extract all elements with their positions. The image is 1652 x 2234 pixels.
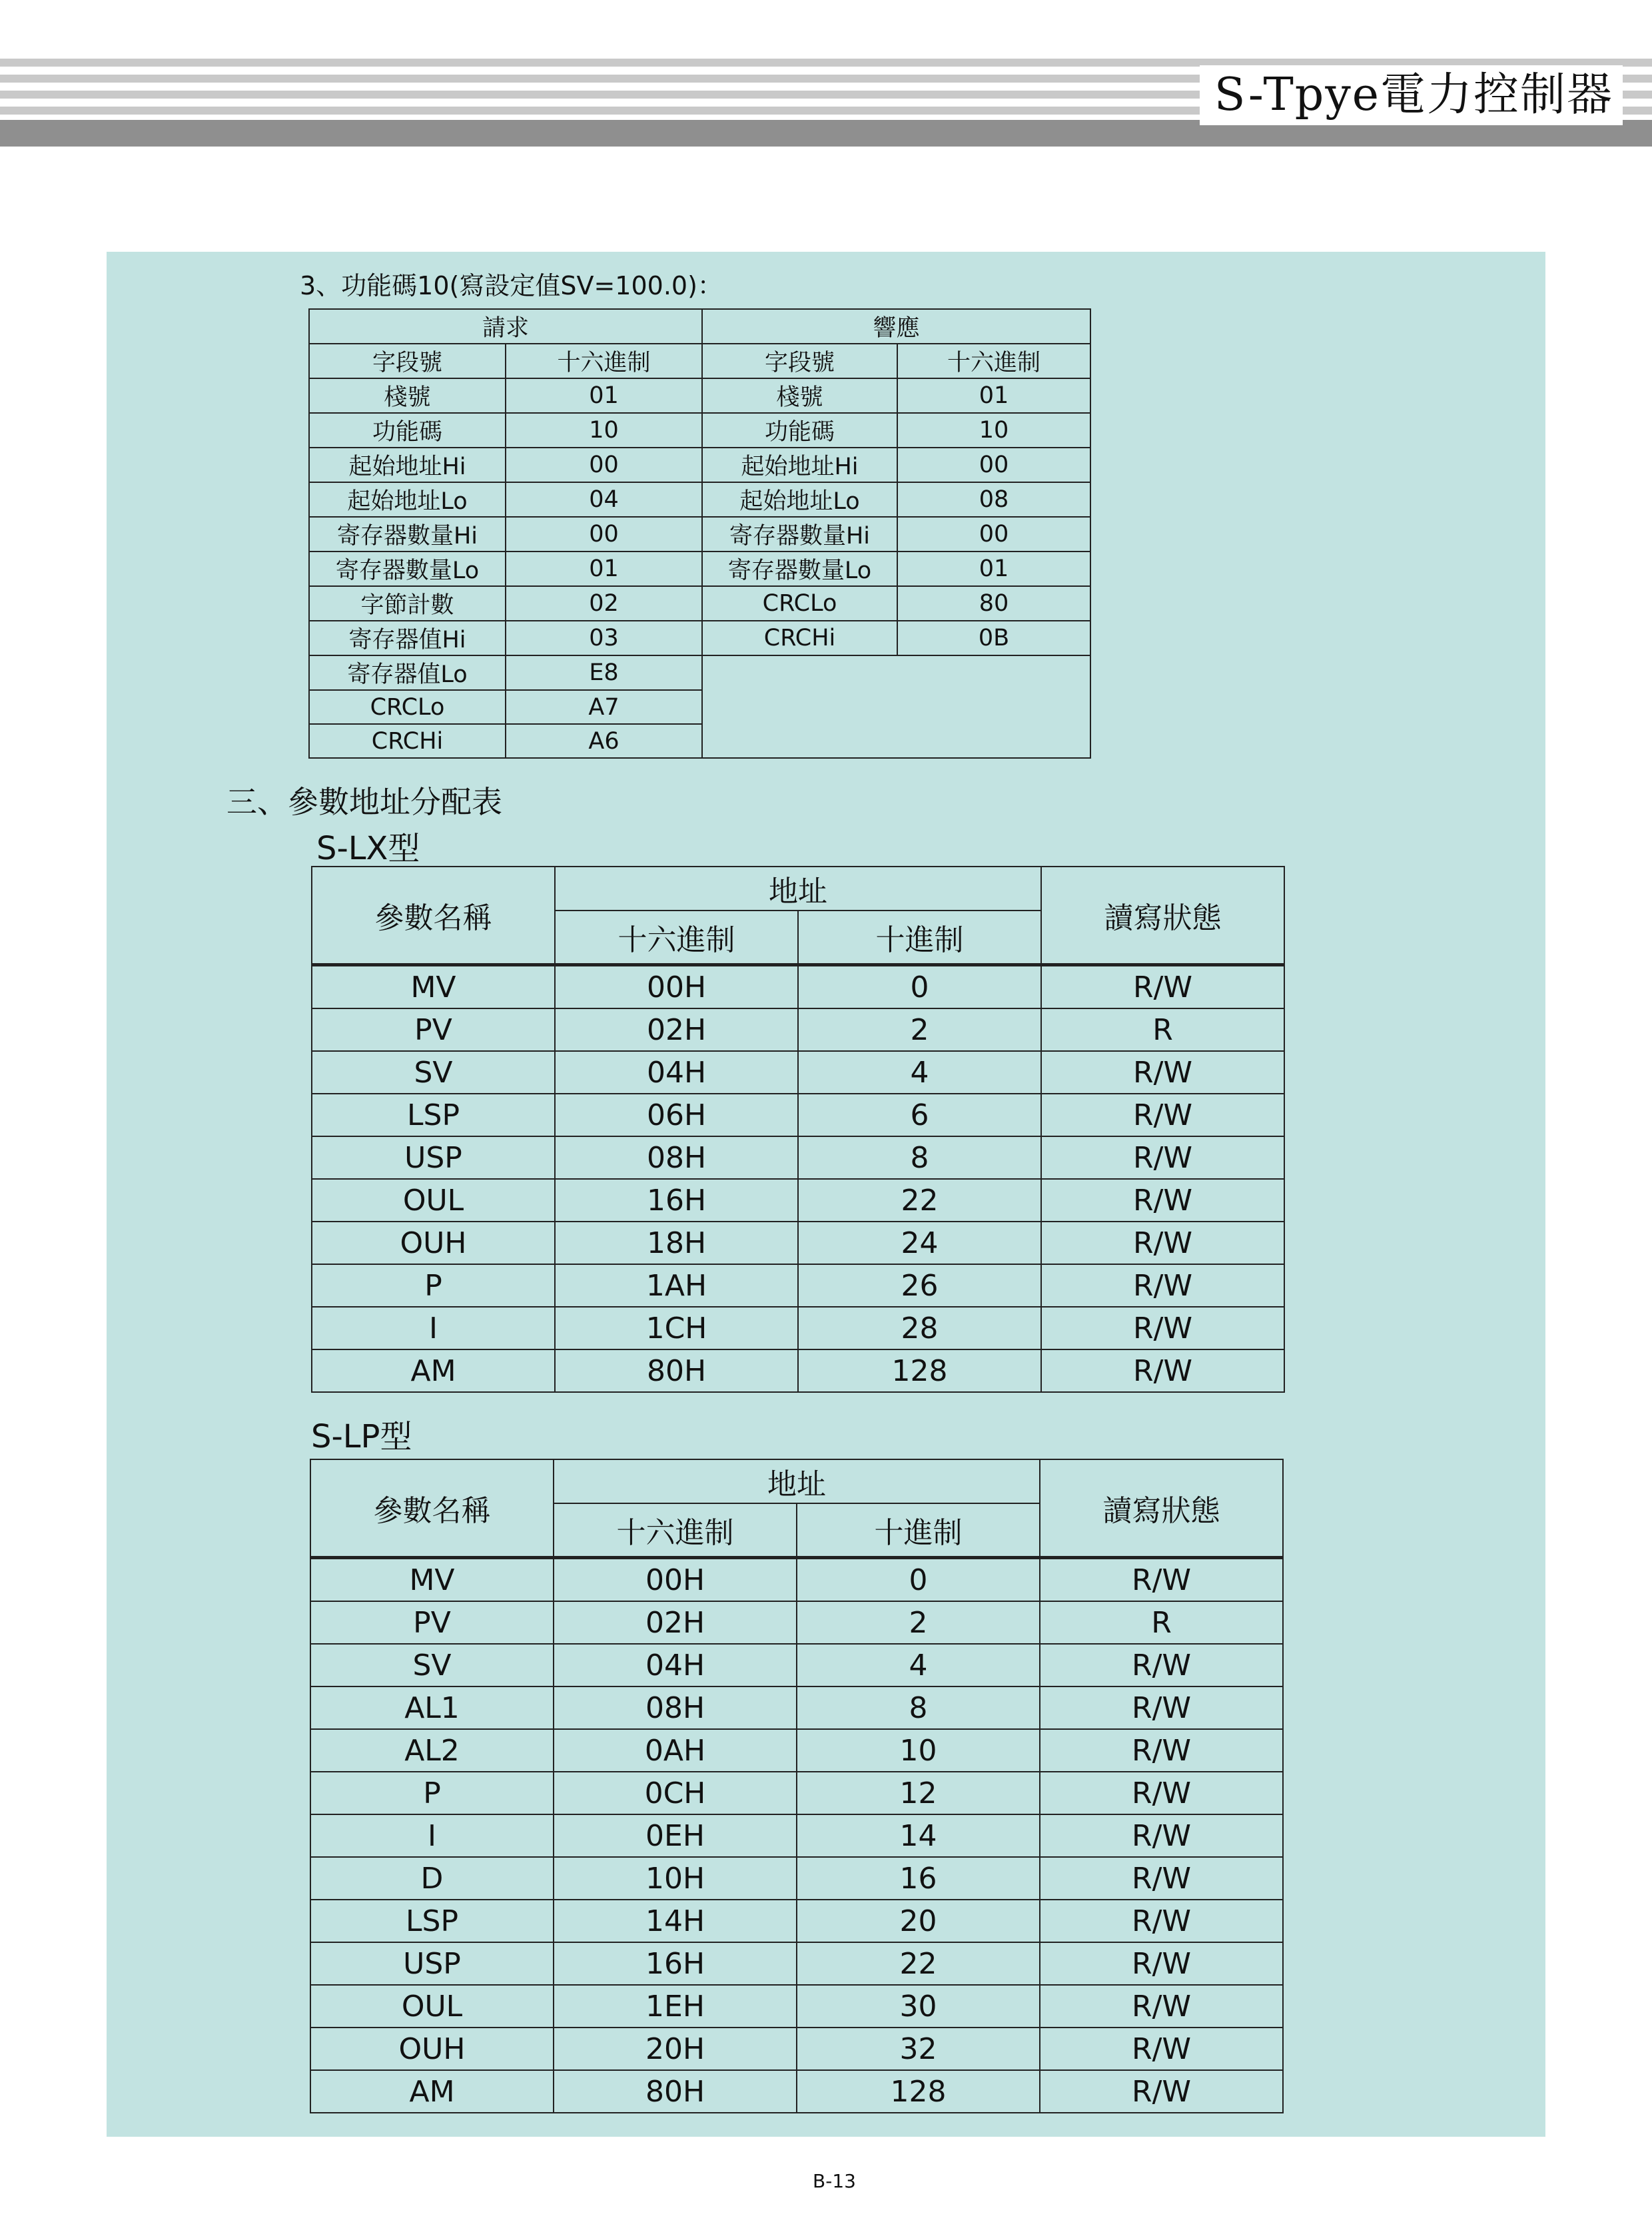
- param-name: PV: [310, 1601, 554, 1644]
- function-code-caption: 3、功能碼10(寫設定值SV=100.0)：: [300, 271, 723, 300]
- param-dec: 24: [798, 1222, 1041, 1264]
- param-hex: 02H: [555, 1008, 798, 1051]
- param-rw: R: [1040, 1601, 1283, 1644]
- param-name: P: [312, 1264, 555, 1307]
- param-name: OUH: [312, 1222, 555, 1264]
- table-row: [309, 655, 1090, 690]
- param-dec: 26: [798, 1264, 1041, 1307]
- response-hex: 01: [897, 378, 1090, 413]
- param-rw: R/W: [1040, 2070, 1283, 2113]
- param-name: I: [310, 1814, 554, 1857]
- table-row: [310, 1558, 1283, 1602]
- param-dec: 4: [797, 1644, 1040, 1686]
- table-row: [310, 1814, 1283, 1857]
- table-row: [309, 517, 1090, 552]
- response-field: 起始地址Lo: [702, 482, 897, 517]
- request-hex: 01: [506, 552, 702, 586]
- param-name: D: [310, 1857, 554, 1900]
- param-hex: 20H: [554, 2028, 797, 2070]
- param-rw: R/W: [1041, 965, 1284, 1009]
- param-name: I: [312, 1307, 555, 1349]
- param-dec: 128: [798, 1349, 1041, 1392]
- s-lx-table: [311, 866, 1285, 1393]
- param-rw: R/W: [1040, 1644, 1283, 1686]
- table-row: [312, 1307, 1284, 1349]
- response-field: CRCHi: [702, 621, 897, 655]
- table-row: [310, 1772, 1283, 1814]
- param-name: AL2: [310, 1729, 554, 1772]
- col-hex: 十六進制: [897, 344, 1090, 378]
- col-hex: 十六進制: [554, 1503, 797, 1558]
- col-hex: 十六進制: [506, 344, 702, 378]
- request-hex: 01: [506, 378, 702, 413]
- response-field: 功能碼: [702, 413, 897, 448]
- param-name: MV: [310, 1558, 554, 1602]
- param-dec: 128: [797, 2070, 1040, 2113]
- table-row: [312, 1136, 1284, 1179]
- response-field: 棧號: [702, 378, 897, 413]
- request-field: 寄存器數量Hi: [309, 517, 506, 552]
- table-row: [310, 1644, 1283, 1686]
- param-rw: R/W: [1040, 1558, 1283, 1602]
- table-row: [310, 1686, 1283, 1729]
- table-row: [310, 1900, 1283, 1942]
- table-row: [310, 1729, 1283, 1772]
- param-hex: 00H: [554, 1558, 797, 1602]
- param-hex: 06H: [555, 1094, 798, 1136]
- col-field: 字段號: [702, 344, 897, 378]
- table-row: [312, 1222, 1284, 1264]
- param-hex: 04H: [555, 1051, 798, 1094]
- param-dec: 32: [797, 2028, 1040, 2070]
- response-hex: 00: [897, 448, 1090, 482]
- table-row: [309, 448, 1090, 482]
- param-name: USP: [310, 1942, 554, 1985]
- col-address: 地址: [554, 1459, 1040, 1503]
- param-dec: 6: [798, 1094, 1041, 1136]
- param-dec: 0: [798, 965, 1041, 1009]
- param-dec: 8: [798, 1136, 1041, 1179]
- param-name: P: [310, 1772, 554, 1814]
- param-dec: 4: [798, 1051, 1041, 1094]
- param-name: MV: [312, 965, 555, 1009]
- col-address: 地址: [555, 867, 1041, 911]
- param-name: OUL: [310, 1985, 554, 2028]
- param-rw: R/W: [1041, 1136, 1284, 1179]
- param-rw: R/W: [1040, 1772, 1283, 1814]
- param-rw: R/W: [1041, 1222, 1284, 1264]
- request-field: 寄存器值Hi: [309, 621, 506, 655]
- param-name: SV: [312, 1051, 555, 1094]
- request-field: CRCLo: [309, 690, 506, 724]
- request-field: 棧號: [309, 378, 506, 413]
- param-dec: 30: [797, 1985, 1040, 2028]
- param-rw: R/W: [1041, 1307, 1284, 1349]
- request-field: 起始地址Hi: [309, 448, 506, 482]
- table-row: [309, 482, 1090, 517]
- param-name: USP: [312, 1136, 555, 1179]
- table-row: [309, 621, 1090, 655]
- request-field: 字節計數: [309, 586, 506, 621]
- request-hex: 10: [506, 413, 702, 448]
- table-row: [310, 2028, 1283, 2070]
- s-lp-table: [310, 1459, 1284, 2113]
- param-hex: 1EH: [554, 1985, 797, 2028]
- s-lp-title: S-LP型: [311, 1418, 412, 1455]
- col-rw: 讀寫狀態: [1041, 867, 1284, 965]
- response-field: 寄存器數量Hi: [702, 517, 897, 552]
- table-row: [312, 965, 1284, 1009]
- param-name: AM: [310, 2070, 554, 2113]
- response-header: 響應: [702, 309, 1090, 344]
- page-number: B-13: [813, 2170, 856, 2192]
- col-field: 字段號: [309, 344, 506, 378]
- param-dec: 8: [797, 1686, 1040, 1729]
- table-row: [309, 552, 1090, 586]
- param-rw: R: [1041, 1008, 1284, 1051]
- request-field: 功能碼: [309, 413, 506, 448]
- param-hex: 08H: [555, 1136, 798, 1179]
- request-header: 請求: [309, 309, 702, 344]
- param-hex: 00H: [555, 965, 798, 1009]
- param-hex: 0CH: [554, 1772, 797, 1814]
- param-name: PV: [312, 1008, 555, 1051]
- table-row: [309, 586, 1090, 621]
- param-hex: 0AH: [554, 1729, 797, 1772]
- param-hex: 18H: [555, 1222, 798, 1264]
- param-hex: 1AH: [555, 1264, 798, 1307]
- param-dec: 20: [797, 1900, 1040, 1942]
- param-dec: 0: [797, 1558, 1040, 1602]
- param-dec: 12: [797, 1772, 1040, 1814]
- param-hex: 14H: [554, 1900, 797, 1942]
- table-row: [312, 1179, 1284, 1222]
- request-hex: 04: [506, 482, 702, 517]
- table-row: [312, 1349, 1284, 1392]
- table-row: [310, 2070, 1283, 2113]
- param-dec: 16: [797, 1857, 1040, 1900]
- response-hex: 01: [897, 552, 1090, 586]
- table-row: [312, 1051, 1284, 1094]
- response-hex: 10: [897, 413, 1090, 448]
- param-rw: R/W: [1041, 1179, 1284, 1222]
- param-name: AM: [312, 1349, 555, 1392]
- param-rw: R/W: [1041, 1349, 1284, 1392]
- request-field: 寄存器數量Lo: [309, 552, 506, 586]
- response-field: CRCLo: [702, 586, 897, 621]
- table-row: [310, 1942, 1283, 1985]
- param-hex: 08H: [554, 1686, 797, 1729]
- param-hex: 16H: [554, 1942, 797, 1985]
- request-hex: 03: [506, 621, 702, 655]
- param-dec: 22: [798, 1179, 1041, 1222]
- col-hex: 十六進制: [555, 911, 798, 965]
- param-rw: R/W: [1040, 1729, 1283, 1772]
- response-hex: 80: [897, 586, 1090, 621]
- param-rw: R/W: [1041, 1094, 1284, 1136]
- response-field: 寄存器數量Lo: [702, 552, 897, 586]
- request-hex: A7: [506, 690, 702, 724]
- param-hex: 04H: [554, 1644, 797, 1686]
- col-param-name: 參數名稱: [310, 1459, 554, 1558]
- document-title: S-Tpye電力控制器: [1200, 65, 1623, 125]
- param-dec: 22: [797, 1942, 1040, 1985]
- request-field: 寄存器值Lo: [309, 655, 506, 690]
- param-name: LSP: [310, 1900, 554, 1942]
- table-row: [310, 1985, 1283, 2028]
- request-field: 起始地址Lo: [309, 482, 506, 517]
- param-hex: 80H: [555, 1349, 798, 1392]
- param-rw: R/W: [1040, 1942, 1283, 1985]
- param-rw: R/W: [1040, 1985, 1283, 2028]
- response-hex: 00: [897, 517, 1090, 552]
- param-dec: 14: [797, 1814, 1040, 1857]
- param-hex: 16H: [555, 1179, 798, 1222]
- param-hex: 10H: [554, 1857, 797, 1900]
- col-dec: 十進制: [797, 1503, 1040, 1558]
- s-lx-title: S-LX型: [316, 830, 420, 867]
- response-empty-area: [702, 655, 1090, 758]
- param-dec: 10: [797, 1729, 1040, 1772]
- table-row: [310, 1601, 1283, 1644]
- table-row: [312, 1264, 1284, 1307]
- param-rw: R/W: [1041, 1051, 1284, 1094]
- param-rw: R/W: [1040, 1686, 1283, 1729]
- table-row: [309, 378, 1090, 413]
- param-name: AL1: [310, 1686, 554, 1729]
- param-rw: R/W: [1040, 1814, 1283, 1857]
- section-title: 三、參數地址分配表: [226, 784, 502, 820]
- response-hex: 0B: [897, 621, 1090, 655]
- param-name: OUH: [310, 2028, 554, 2070]
- param-hex: 0EH: [554, 1814, 797, 1857]
- param-rw: R/W: [1040, 2028, 1283, 2070]
- param-dec: 2: [797, 1601, 1040, 1644]
- table-row: [310, 1857, 1283, 1900]
- request-field: CRCHi: [309, 724, 506, 758]
- col-dec: 十進制: [798, 911, 1041, 965]
- request-hex: E8: [506, 655, 702, 690]
- param-hex: 02H: [554, 1601, 797, 1644]
- param-rw: R/W: [1041, 1264, 1284, 1307]
- request-hex: A6: [506, 724, 702, 758]
- col-param-name: 參數名稱: [312, 867, 555, 965]
- param-rw: R/W: [1040, 1900, 1283, 1942]
- param-name: OUL: [312, 1179, 555, 1222]
- request-hex: 00: [506, 517, 702, 552]
- param-dec: 2: [798, 1008, 1041, 1051]
- request-hex: 02: [506, 586, 702, 621]
- param-rw: R/W: [1040, 1857, 1283, 1900]
- table-row: [312, 1008, 1284, 1051]
- col-rw: 讀寫狀態: [1040, 1459, 1283, 1558]
- param-hex: 80H: [554, 2070, 797, 2113]
- response-field: 起始地址Hi: [702, 448, 897, 482]
- param-name: LSP: [312, 1094, 555, 1136]
- param-hex: 1CH: [555, 1307, 798, 1349]
- request-hex: 00: [506, 448, 702, 482]
- param-name: SV: [310, 1644, 554, 1686]
- table-row: [309, 413, 1090, 448]
- table-row: [312, 1094, 1284, 1136]
- function-code-table: [308, 308, 1091, 759]
- param-dec: 28: [798, 1307, 1041, 1349]
- response-hex: 08: [897, 482, 1090, 517]
